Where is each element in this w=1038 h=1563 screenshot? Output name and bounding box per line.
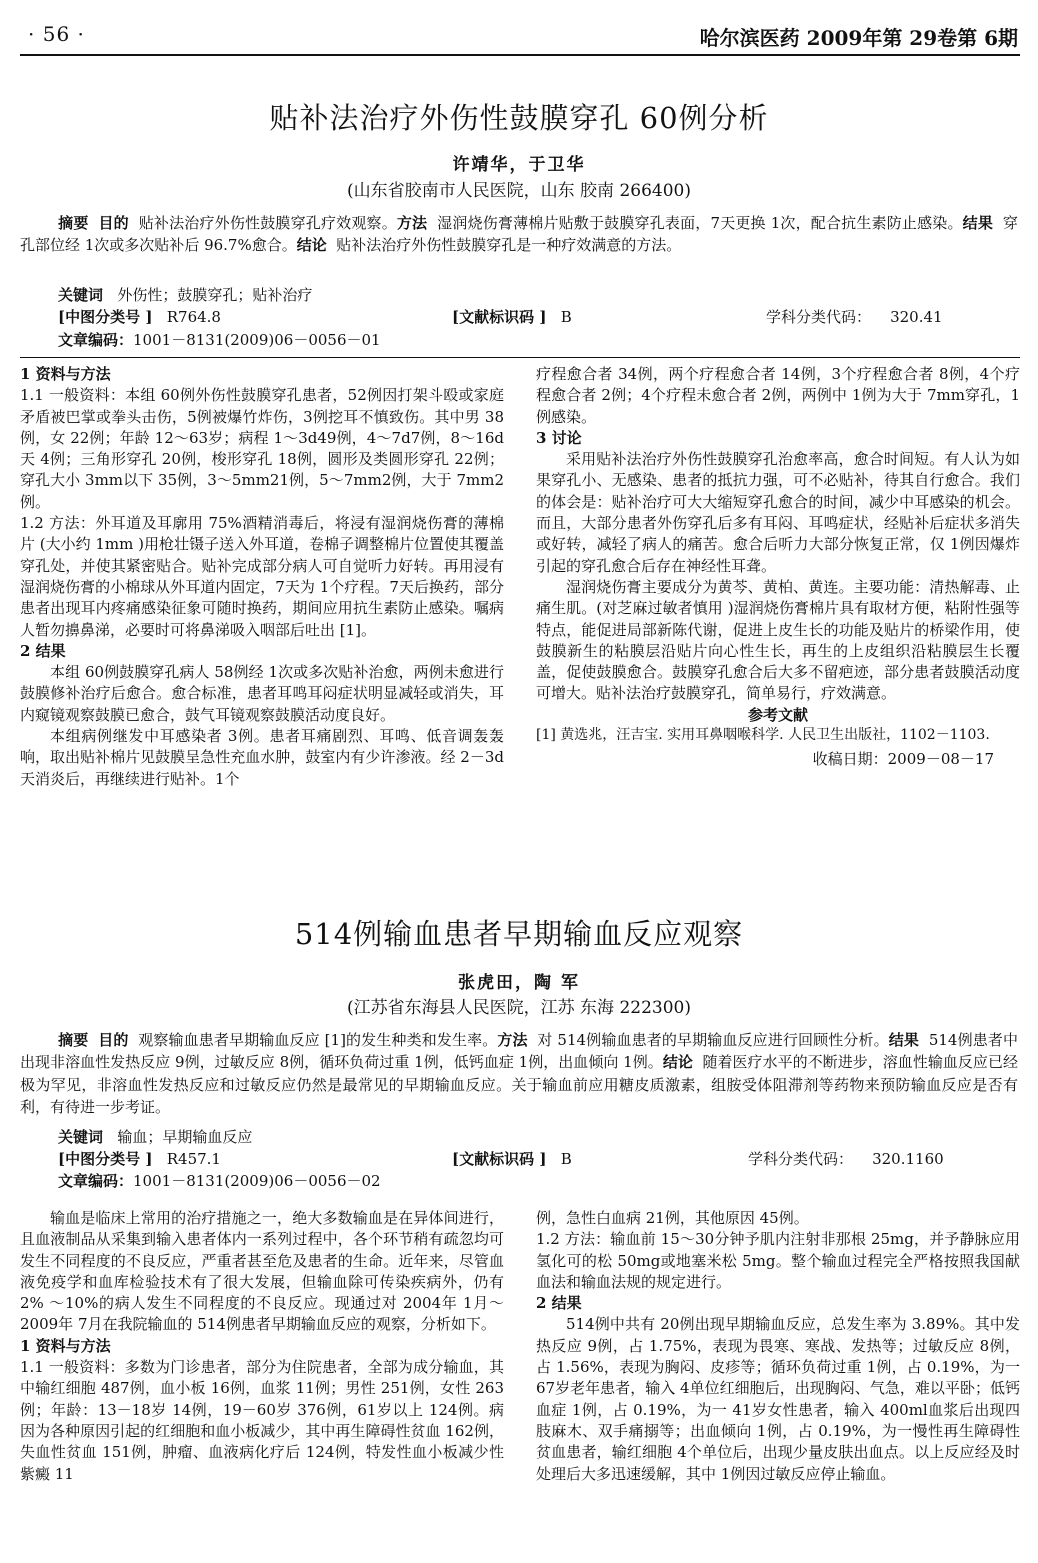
conclusion-text: 随着医疗水平的不断进步，溶血性输血反应已经极为罕见，非溶血性发热反应和过敏反应仍然是最常见的早期输血反应。关于输血前应用糖皮质激素，组胺受体阻滞剂等药物来预防输血反应是否有利，有待进一步考证。 xyxy=(20,1053,1018,1116)
method-label: 方法 xyxy=(497,1031,528,1049)
section-heading: 2 结果 xyxy=(20,641,66,660)
article2-authors: 张虎田，陶 军 xyxy=(458,973,580,993)
page-number: · 56 · xyxy=(28,22,85,46)
clc-label: [中图分类号 ] xyxy=(58,308,153,326)
article2-subject-code xyxy=(748,1148,944,1169)
article2-article-no xyxy=(58,1170,381,1191)
doc-code-value: B xyxy=(560,1150,572,1168)
article1-subject-code xyxy=(766,306,943,327)
result-label: 结果 xyxy=(888,1031,920,1049)
paragraph: 湿润烧伤膏主要成分为黄芩、黄柏、黄连。主要功能：清热解毒、止痛生肌。(对芝麻过敏者慎用 )湿润烧伤膏棉片具有取材方便，粘附性强等特点，能促进局部新陈代谢，促进上皮生长的功能及贴片的桥梁作用，使鼓膜新生的粘膜层沿贴片向心性生长，再生的上皮组织沿粘膜层生长覆盖，促使鼓膜愈合。鼓膜穿孔愈合后大多不留疤迹，部分患者鼓膜活动度可增大。贴补法治疗鼓膜穿孔，简单易行，疗效满意。 xyxy=(536,577,1020,703)
paragraph: 本组病例继发中耳感染者 3例。患者耳痛剧烈、耳鸣、低音调轰轰响，取出贴补棉片见鼓膜呈急性充血水肿，鼓室内有少许渗液。经 2－3d天消炎后，再继续进行贴补。1个 xyxy=(20,727,504,788)
article1-doc-code xyxy=(452,306,572,327)
paragraph: 疗程愈合者 34例，两个疗程愈合者 14例，3个疗程愈合者 8例，4个疗程愈合者 2例；4个疗程未愈合者 2例，两例中 1例为大于 7mm穿孔，1例感染。 xyxy=(536,365,1020,426)
result-label: 结果 xyxy=(962,214,994,232)
doc-code-value: B xyxy=(560,308,572,326)
doc-code-label: [文献标识码 ] xyxy=(452,308,547,326)
article-no-label: 文章编码： xyxy=(58,1172,134,1190)
article1-right-column xyxy=(536,364,1020,770)
abstract-label: 摘要 xyxy=(58,1031,89,1049)
keywords-label: 关键词 xyxy=(58,1128,104,1146)
abstract-label: 摘要 xyxy=(58,214,89,232)
paragraph: 1.1 一般资料：本组 60例外伤性鼓膜穿孔患者，52例因打架斗殴或家庭矛盾被巴掌或拳头击伤，5例被爆竹炸伤，3例挖耳不慎致伤。其中男 38例，女 22例；年龄 12～63岁；病程 1～3d49例，4～7d7例，8～16d天 4例；三角形穿孔 20例，梭形穿孔 18例，圆形及类圆形穿孔 22例；穿孔大小 3mm以下 35例，3～5mm21例，5～7mm2例，大于 7mm2例。 xyxy=(20,386,504,511)
article1-clc xyxy=(58,306,221,327)
article1-affiliation: (山东省胶南市人民医院，山东 胶南 266400) xyxy=(347,181,691,201)
article1-abstract xyxy=(20,212,1018,257)
article1-title: 贴补法治疗外伤性鼓膜穿孔 60例分析 xyxy=(269,101,769,135)
result-text: 穿孔部位经 1次或多次贴补后 96.7%愈合。 xyxy=(20,214,1018,255)
paragraph: 1.1 一般资料：多数为门诊患者，部分为住院患者，全部为成分输血，其中输红细胞 487例，血小板 16例，血浆 11例；男性 251例，女性 263例；年龄：13－18岁 14例，19－60岁 376例，61岁以上 124例。病因为各种原因引起的红细胞和血小板减少，其中再生障碍性贫血 162例，失血性贫血 151例，肿瘤、血液病化疗后 124例，特发性血小板减少性紫癜 11 xyxy=(20,1358,504,1483)
keywords-label: 关键词 xyxy=(58,286,104,304)
method-text: 对 514例输血患者的早期输血反应进行回顾性分析。 xyxy=(537,1031,889,1049)
article2-doc-code xyxy=(452,1148,572,1169)
references-heading: 参考文献 xyxy=(747,705,808,724)
reference-item: [1] 黄选兆，汪吉宝. 实用耳鼻咽喉科学. 人民卫生出版社，1102－1103. xyxy=(536,727,990,744)
article2-title: 514例输血患者早期输血反应观察 xyxy=(294,917,744,951)
received-date: 收稿日期：2009－08－17 xyxy=(812,750,994,769)
clc-label: [中图分类号 ] xyxy=(58,1150,153,1168)
article1-keywords xyxy=(58,284,312,305)
section-heading: 1 资料与方法 xyxy=(20,1336,111,1355)
keywords-text: 外伤性；鼓膜穿孔；贴补治疗 xyxy=(117,286,313,304)
result-text: 514例患者中出现非溶血性发热反应 9例，过敏反应 8例，循环负荷过重 1例，低钙血症 1例，出血倾向 1例。 xyxy=(20,1031,1018,1072)
conclusion-text: 贴补法治疗外伤性鼓膜穿孔是一种疗效满意的方法。 xyxy=(336,236,682,255)
clc-value: R457.1 xyxy=(166,1150,221,1168)
paragraph: 输血是临床上常用的治疗措施之一，绝大多数输血是在异体间进行，且血液制品从采集到输入患者体内一系列过程中，各个环节稍有疏忽均可发生不同程度的不良反应，严重者甚至危及患者的生命。近年来，尽管血液免疫学和血库检验技术有了很大发展，但输血除可传染疾病外，仍有 2% ～10%的病人发生不同程度的不良反应。现通过对 2004年 1月～2009年 7月在我院输血的 514例患者早期输血反应的观察，分析如下。 xyxy=(20,1209,504,1334)
method-text: 湿润烧伤膏薄棉片贴敷于鼓膜穿孔表面，7天更换 1次，配合抗生素防止感染。 xyxy=(437,214,963,232)
conclusion-label: 结论 xyxy=(662,1053,693,1072)
running-header xyxy=(28,22,1018,50)
section-heading: 2 结果 xyxy=(536,1294,582,1313)
article-no-label: 文章编码： xyxy=(58,331,134,349)
paragraph: 1.2 方法：外耳道及耳廓用 75%酒精消毒后，将浸有湿润烧伤膏的薄棉片 (大小约 1mm )用枪壮镊子送入外耳道，卷棉子调整棉片位置使其覆盖穿孔处，并使其紧密贴合。贴补完成部分病人可自觉听力好转。再用浸有湿润烧伤膏的小棉球从外耳道内固定，7天为 1个疗程。7天后换药，部分患者出现耳内疼痛感染征象可随时换药，期间应用抗生素防止感染。嘱病人暂勿擤鼻涕，必要时可将鼻涕吸入咽部后吐出 [1]。 xyxy=(20,514,505,639)
method-label: 方法 xyxy=(396,214,428,232)
purpose-label: 目的 xyxy=(98,1031,129,1049)
subject-value: 320.1160 xyxy=(872,1150,944,1168)
subject-value: 320.41 xyxy=(890,308,943,326)
doc-code-label: [文献标识码 ] xyxy=(452,1150,547,1168)
purpose-text: 贴补法治疗外伤性鼓膜穿孔疗效观察。 xyxy=(138,214,397,232)
article1-article-no xyxy=(58,329,381,350)
purpose-text: 观察输血患者早期输血反应 [1]的发生种类和发生率。 xyxy=(138,1031,498,1049)
paragraph: 例，急性白血病 21例，其他原因 45例。 xyxy=(536,1209,809,1227)
article1-left-column xyxy=(20,364,504,790)
journal-info: 哈尔滨医药 2009年第 29卷第 6期 xyxy=(699,26,1018,50)
subject-label: 学科分类代码： xyxy=(766,308,872,326)
article2-keywords xyxy=(58,1126,252,1147)
keywords-text: 输血；早期输血反应 xyxy=(117,1128,253,1146)
clc-value: R764.8 xyxy=(166,308,221,326)
article1-authors: 许靖华，于卫华 xyxy=(452,155,586,175)
article-no-value: 1001－8131(2009)06－0056－02 xyxy=(133,1172,381,1190)
header-rule xyxy=(20,54,1020,56)
article2-left-column xyxy=(20,1208,504,1485)
paragraph: 514例中共有 20例出现早期输血反应，总发生率为 3.89%。其中发热反应 9例，占 1.75%，表现为畏寒、寒战、发热等；过敏反应 8例，占 1.56%，表现为胸闷、皮疹等；循环负荷过重 1例，占 0.19%，为一 67岁老年患者，输入 4单位红细胞后，出现胸闷、气急，难以平卧；低钙血症 1例，占 0.19%，为一 41岁女性患者，输入 400ml血浆后出现四肢麻木、双手痛搦等；出血倾向 1例，占 0.19%，为一慢性再生障碍性贫血患者，输红细胞 4个单位后，出现少量皮肤出血点。以上反应经及时处理后大多迅速缓解，其中 1例因过敏反应停止输血。 xyxy=(536,1315,1020,1483)
article2-clc xyxy=(58,1148,221,1169)
article2-affiliation: (江苏省东海县人民医院，江苏 东海 222300) xyxy=(347,998,691,1018)
article1-abstract-rule xyxy=(20,357,1020,358)
section-heading: 3 讨论 xyxy=(536,428,582,447)
purpose-label: 目的 xyxy=(98,214,129,232)
article2-abstract xyxy=(20,1029,1018,1118)
article-no-value: 1001－8131(2009)06－0056－01 xyxy=(133,331,381,349)
paragraph: 采用贴补法治疗外伤性鼓膜穿孔治愈率高，愈合时间短。有人认为如果穿孔小、无感染、患者的抵抗力强，可不必贴补，待其自行愈合。我们的体会是：贴补治疗可大大缩短穿孔愈合的时间，减少中耳感染的机会。而且，大部分患者外伤穿孔后多有耳闷、耳鸣症状，经贴补后症状多消失或好转，减轻了病人的痛苦。愈合后听力大部分恢复正常，仅 1例因爆炸引起的穿孔愈合后存在神经性耳聋。 xyxy=(536,450,1020,575)
paragraph: 本组 60例鼓膜穿孔病人 58例经 1次或多次贴补治愈，两例未愈进行鼓膜修补治疗后愈合。愈合标准，患者耳鸣耳闷症状明显减轻或消失，耳内窥镜观察鼓膜已愈合，鼓气耳镜观察鼓膜活动度良好。 xyxy=(20,663,504,724)
article2-right-column xyxy=(536,1208,1020,1485)
paragraph: 1.2 方法：输血前 15～30分钟予肌内注射非那根 25mg，并予静脉应用氢化可的松 50mg或地塞米松 5mg。整个输血过程完全严格按照我国献血法和输血法规的规定进行。 xyxy=(536,1230,1020,1291)
section-heading: 1 资料与方法 xyxy=(20,365,111,383)
subject-label: 学科分类代码： xyxy=(748,1150,854,1168)
conclusion-label: 结论 xyxy=(296,236,327,255)
